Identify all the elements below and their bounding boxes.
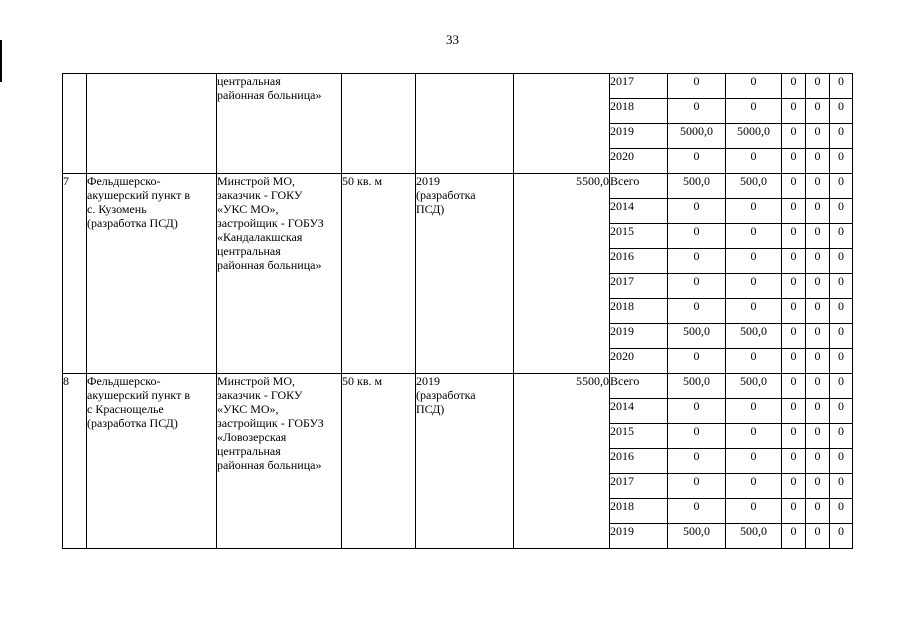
cell-c2: 0 [806,474,830,499]
cell-c1: 0 [782,399,806,424]
cost [514,374,610,549]
cell-total: 0 [668,299,726,324]
cell-year: Всего [610,174,668,199]
cell-c2: 0 [806,274,830,299]
cell-year: 2015 [610,424,668,449]
cell-c1: 0 [782,499,806,524]
cell-c3: 0 [830,274,853,299]
cell-c2: 0 [806,449,830,474]
object-name-text: Фельдшерско- акушерский пункт в с Краснощелье (разработка ПСД) [87,374,190,430]
row-number [63,174,87,374]
cell-c2: 0 [806,324,830,349]
cell-c1: 0 [782,149,806,174]
cell-year: 2020 [610,349,668,374]
cost [514,74,610,174]
object-name [87,174,217,374]
page-number: 33 [446,32,459,47]
cell-fb: 0 [726,274,782,299]
cell-total: 0 [668,449,726,474]
cell-c1: 0 [782,374,806,399]
cell-c2: 0 [806,499,830,524]
cell-c3: 0 [830,374,853,399]
cell-fb: 500,0 [726,524,782,549]
cell-fb: 500,0 [726,324,782,349]
cell-total: 0 [668,424,726,449]
cell-c1: 0 [782,174,806,199]
cell-year: Всего [610,374,668,399]
cell-c1: 0 [782,449,806,474]
cell-c3: 0 [830,349,853,374]
cell-c3: 0 [830,524,853,549]
cell-c3: 0 [830,449,853,474]
cell-fb: 0 [726,249,782,274]
cell-year: 2018 [610,299,668,324]
cell-year: 2019 [610,124,668,149]
object-name-text: Фельдшерско- акушерский пункт в с. Кузомень (разработка ПСД) [87,174,190,230]
cell-fb: 0 [726,74,782,99]
capacity [342,174,416,374]
cell-total: 0 [668,149,726,174]
cell-c2: 0 [806,149,830,174]
margin-mark [0,40,2,82]
cell-c3: 0 [830,499,853,524]
cell-c1: 0 [782,274,806,299]
row-number-text: 8 [63,374,69,388]
cell-total: 0 [668,224,726,249]
period-text: 2019 (разработка ПСД) [416,374,476,416]
table-row [63,174,853,199]
object-name [87,74,217,174]
period [416,74,514,174]
capacity-text: 50 кв. м [342,374,383,388]
cell-c2: 0 [806,374,830,399]
cell-c3: 0 [830,74,853,99]
cell-fb: 0 [726,199,782,224]
cell-c2: 0 [806,524,830,549]
cell-year: 2016 [610,449,668,474]
cell-c2: 0 [806,99,830,124]
cell-total: 0 [668,249,726,274]
owner [217,174,342,374]
cell-fb: 0 [726,449,782,474]
cell-fb: 0 [726,149,782,174]
cell-c3: 0 [830,99,853,124]
cell-c1: 0 [782,474,806,499]
cell-fb: 0 [726,424,782,449]
cell-total: 500,0 [668,174,726,199]
cell-c3: 0 [830,249,853,274]
cell-total: 500,0 [668,374,726,399]
cell-c1: 0 [782,249,806,274]
cell-year: 2019 [610,524,668,549]
cell-c1: 0 [782,349,806,374]
cell-year: 2014 [610,399,668,424]
cell-fb: 500,0 [726,374,782,399]
cell-total: 0 [668,349,726,374]
cell-c1: 0 [782,199,806,224]
cell-year: 2016 [610,249,668,274]
cell-c3: 0 [830,124,853,149]
cell-total: 0 [668,199,726,224]
owner [217,374,342,549]
owner-text: Минстрой МО, заказчик - ГОКУ «УКС МО», застройщик - ГОБУЗ «Ловозерская центральная районная больница» [217,374,324,472]
cell-c3: 0 [830,399,853,424]
table-row [63,74,853,99]
cell-c1: 0 [782,424,806,449]
capacity-text: 50 кв. м [342,174,383,188]
cell-c1: 0 [782,124,806,149]
cell-c2: 0 [806,199,830,224]
period [416,374,514,549]
row-number-text: 7 [63,174,69,188]
cell-c1: 0 [782,99,806,124]
period-text: 2019 (разработка ПСД) [416,174,476,216]
cell-c2: 0 [806,424,830,449]
cell-year: 2020 [610,149,668,174]
period [416,174,514,374]
owner-text: центральная районная больница» [217,74,322,102]
investment-table [62,73,853,549]
cell-year: 2017 [610,74,668,99]
cell-c3: 0 [830,424,853,449]
cell-year: 2014 [610,199,668,224]
cell-total: 500,0 [668,324,726,349]
cell-c1: 0 [782,299,806,324]
capacity [342,74,416,174]
cell-year: 2019 [610,324,668,349]
cell-c1: 0 [782,324,806,349]
cell-fb: 500,0 [726,174,782,199]
cell-c2: 0 [806,399,830,424]
cell-c2: 0 [806,349,830,374]
cell-fb: 0 [726,349,782,374]
cell-fb: 0 [726,299,782,324]
cost-text: 5500,0 [576,374,609,388]
cell-year: 2018 [610,499,668,524]
cell-fb: 0 [726,499,782,524]
cell-c3: 0 [830,199,853,224]
cell-c1: 0 [782,524,806,549]
cell-c3: 0 [830,174,853,199]
cell-c2: 0 [806,124,830,149]
cell-total: 0 [668,399,726,424]
cell-c1: 0 [782,74,806,99]
object-name [87,374,217,549]
cell-total: 0 [668,499,726,524]
cell-c2: 0 [806,74,830,99]
cell-c2: 0 [806,174,830,199]
cell-c3: 0 [830,474,853,499]
cell-c2: 0 [806,249,830,274]
cell-year: 2018 [610,99,668,124]
cell-year: 2015 [610,224,668,249]
cell-c3: 0 [830,224,853,249]
row-number [63,374,87,549]
cell-total: 0 [668,274,726,299]
cell-c3: 0 [830,324,853,349]
cell-c3: 0 [830,299,853,324]
cost [514,174,610,374]
cell-total: 0 [668,74,726,99]
cost-text: 5500,0 [576,174,609,188]
cell-c3: 0 [830,149,853,174]
cell-fb: 0 [726,474,782,499]
cell-c2: 0 [806,299,830,324]
capacity [342,374,416,549]
cell-fb: 0 [726,399,782,424]
cell-fb: 5000,0 [726,124,782,149]
owner-text: Минстрой МО, заказчик - ГОКУ «УКС МО», застройщик - ГОБУЗ «Кандалакшская центральная районная больница» [217,174,324,272]
cell-total: 5000,0 [668,124,726,149]
cell-c2: 0 [806,224,830,249]
cell-total: 0 [668,99,726,124]
cell-total: 0 [668,474,726,499]
cell-year: 2017 [610,474,668,499]
row-number [63,74,87,174]
cell-fb: 0 [726,224,782,249]
cell-year: 2017 [610,274,668,299]
owner [217,74,342,174]
table-row [63,374,853,399]
cell-total: 500,0 [668,524,726,549]
cell-c1: 0 [782,224,806,249]
cell-fb: 0 [726,99,782,124]
